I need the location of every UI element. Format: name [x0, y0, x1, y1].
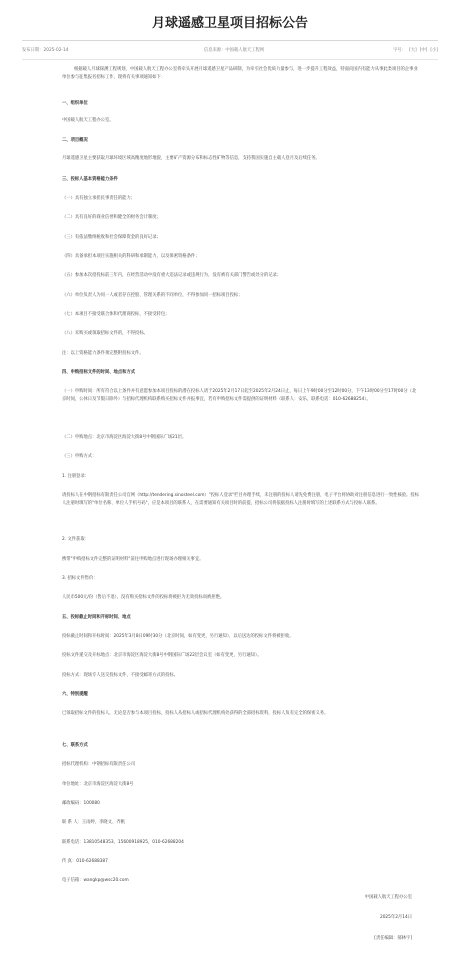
section-3-item: （四）具备承担本项目实施相关的科研和承制能力，以及保密资格条件；	[62, 254, 200, 259]
publish-date: 发布日期：2025-02-14	[22, 48, 69, 53]
section-2-body: 月球遥感卫星主要获取月球环境区域高精度地形地貌，主要矿产资源分布和标志性矿物等信息，支持我国实施自主载人登月及后续任务。	[62, 156, 320, 161]
contact-postcode: 邮政编码：100080	[62, 801, 100, 806]
meta-bar	[22, 41, 438, 60]
section-4-method-3-body: 人民币500元/份（售后不退），没有购买招标文件的投标将被拒为无效投标而被拒绝。	[62, 595, 225, 600]
section-4-title: 四、申购招标文件的时间、地点和方式	[62, 370, 136, 375]
section-5-title: 五、投标截止时间和开标时间、地点	[62, 615, 131, 620]
signature-date: 2025年2月14日	[379, 915, 412, 920]
section-1-title: 一、组织单位	[62, 101, 88, 106]
section-4-method-1: 1. 注册登录：	[62, 474, 89, 479]
section-4-method-1-body: 请投标人在中钢招标有限责任公司官网（http://tendering.sinosteel.com）"投标人登录"栏目办理手续，未注册的投标人请先免费注册，电子平台将协助对注册信息进行一致性核验。投标人注册时填写的"单位名称、单位人手机号码"，应是本项目的联系人，在需要通知有关项目时的前提，招标公司将依据投标人注册时填写的上述联系方式与投标人联系。	[62, 493, 419, 506]
section-3-item: （八）未购买或领取招标文件的，不得投标。	[62, 331, 148, 336]
section-2-title: 二、项目概况	[62, 138, 88, 143]
section-5-body-3: 投标方式：现场专人送交投标文件，不接受邮寄方式的投标。	[62, 673, 179, 678]
section-4-method-2-body: 携带"申购招标文件完整的证明材料"前往申购地点进行现场办理相关事宜。	[62, 557, 204, 562]
font-size-medium[interactable]: [中]	[419, 48, 428, 53]
section-1-body: 中国载人航天工程办公室。	[62, 118, 114, 123]
contact-agent: 招标代理机构：中钢招标有限责任公司	[62, 762, 136, 767]
section-4-method: （三）申购方式：	[62, 454, 97, 459]
section-5-body-2: 投标文件递交及开标地点：北京市海淀区海淀大街8号中钢国际广场22层会议室（如有变更，另行通知）。	[62, 653, 262, 658]
section-3-item: （六）单位负责人为同一人或者存在控股、管理关系的不同单位，不得参加同一招标项目投标；	[62, 293, 243, 298]
section-3-note: 注：以上资格能力条件须完整附投标文件。	[62, 351, 144, 356]
section-3-title: 三、投标人基本资格能力条件	[62, 177, 118, 182]
contact-persons: 联 系 人：王雨婷、李晓文、齐帆	[62, 820, 125, 825]
contact-phone: 联系电话：13810548353，15600918925，010-62688204	[62, 840, 184, 845]
section-4-method-2: 2. 文件获取：	[62, 537, 89, 542]
section-3-item: （二）具有良好的商业信誉和健全的财务会计制度；	[62, 215, 161, 220]
section-7-title: 七、联系方式	[62, 743, 88, 748]
contact-email[interactable]: 电子信箱：wangkp@wsc20.com	[62, 878, 129, 883]
font-size-small[interactable]: [小]	[430, 48, 438, 53]
section-4-time: （一）申购时间：所有符合以上条件并有意愿参加本项目投标的潜在投标人请于2025年2月17日起至2025年2月24日止，每日上午9时00分至12时00分，下午13时00分至17时00分（北京时间，公休日及节假日除外）与招标代理机构联系购买招标文件并报事宜，若有申购招标文件需提供的证明材料（联系人：安乐，联系电话：010-62688254）。	[62, 389, 417, 402]
section-3-item: （三）有依法缴纳税收和社会保障资金的良好记录；	[62, 235, 161, 240]
intro-paragraph: 根据载人月球探测工程规划，中国载人航天工程办公室将牵头开展月球遥感卫星产品研制，为牵引社会优质力量参与，进一步提升工程效益，特面向国内有能力从事此类项目的企事业单位参与征集报名招标工作，现将有关事项通知如下：	[62, 67, 418, 80]
responsible-editor: [责任编辑：郝林宇]	[374, 936, 412, 941]
section-3-item: （五）参加本次招投标前三年内，在经营活动中没有重大违法记录或违规行为，没有被有关部门警告或处分的记录；	[62, 273, 282, 278]
signature-org: 中国载人航天工程办公室	[364, 895, 412, 900]
section-5-body-1: 投标截止时间和开标时间：2025年3月8日09时30分（北京时间，如有变更，另行通知），以后送达的投标文件将被拒收。	[62, 634, 294, 639]
section-4-place: （二）申购地点：北京市海淀区海淀大街8号中钢国际广场21层。	[62, 435, 187, 440]
font-size-label: 字号：	[393, 48, 407, 53]
font-size-controls	[328, 47, 438, 53]
section-4-method-3: 3. 招标文件售价：	[62, 576, 98, 581]
info-source: 信息来源：中国载人航天工程网	[203, 48, 265, 53]
section-3-item: （七）本项目不接受联合体和代理商投标，不接受转包；	[62, 312, 170, 317]
section-6-title: 六、特别提醒	[62, 692, 88, 697]
contact-fax: 传 真：010-62688387	[62, 859, 108, 864]
font-size-large[interactable]: [大]	[409, 48, 417, 53]
contact-address: 单位地址：北京市海淀区海淀大街8号	[62, 782, 134, 787]
page-title: 月球遥感卫星项目招标公告	[151, 16, 308, 31]
section-6-body: 已领取招标文件的投标人，无论是否参与本项目投标，投标人从招标人或招标代理机构处获得的全部招标资料，投标人负有完全的保密义务。	[62, 711, 329, 716]
section-3-item: （一）具有独立承担民事责任的能力；	[62, 196, 136, 201]
